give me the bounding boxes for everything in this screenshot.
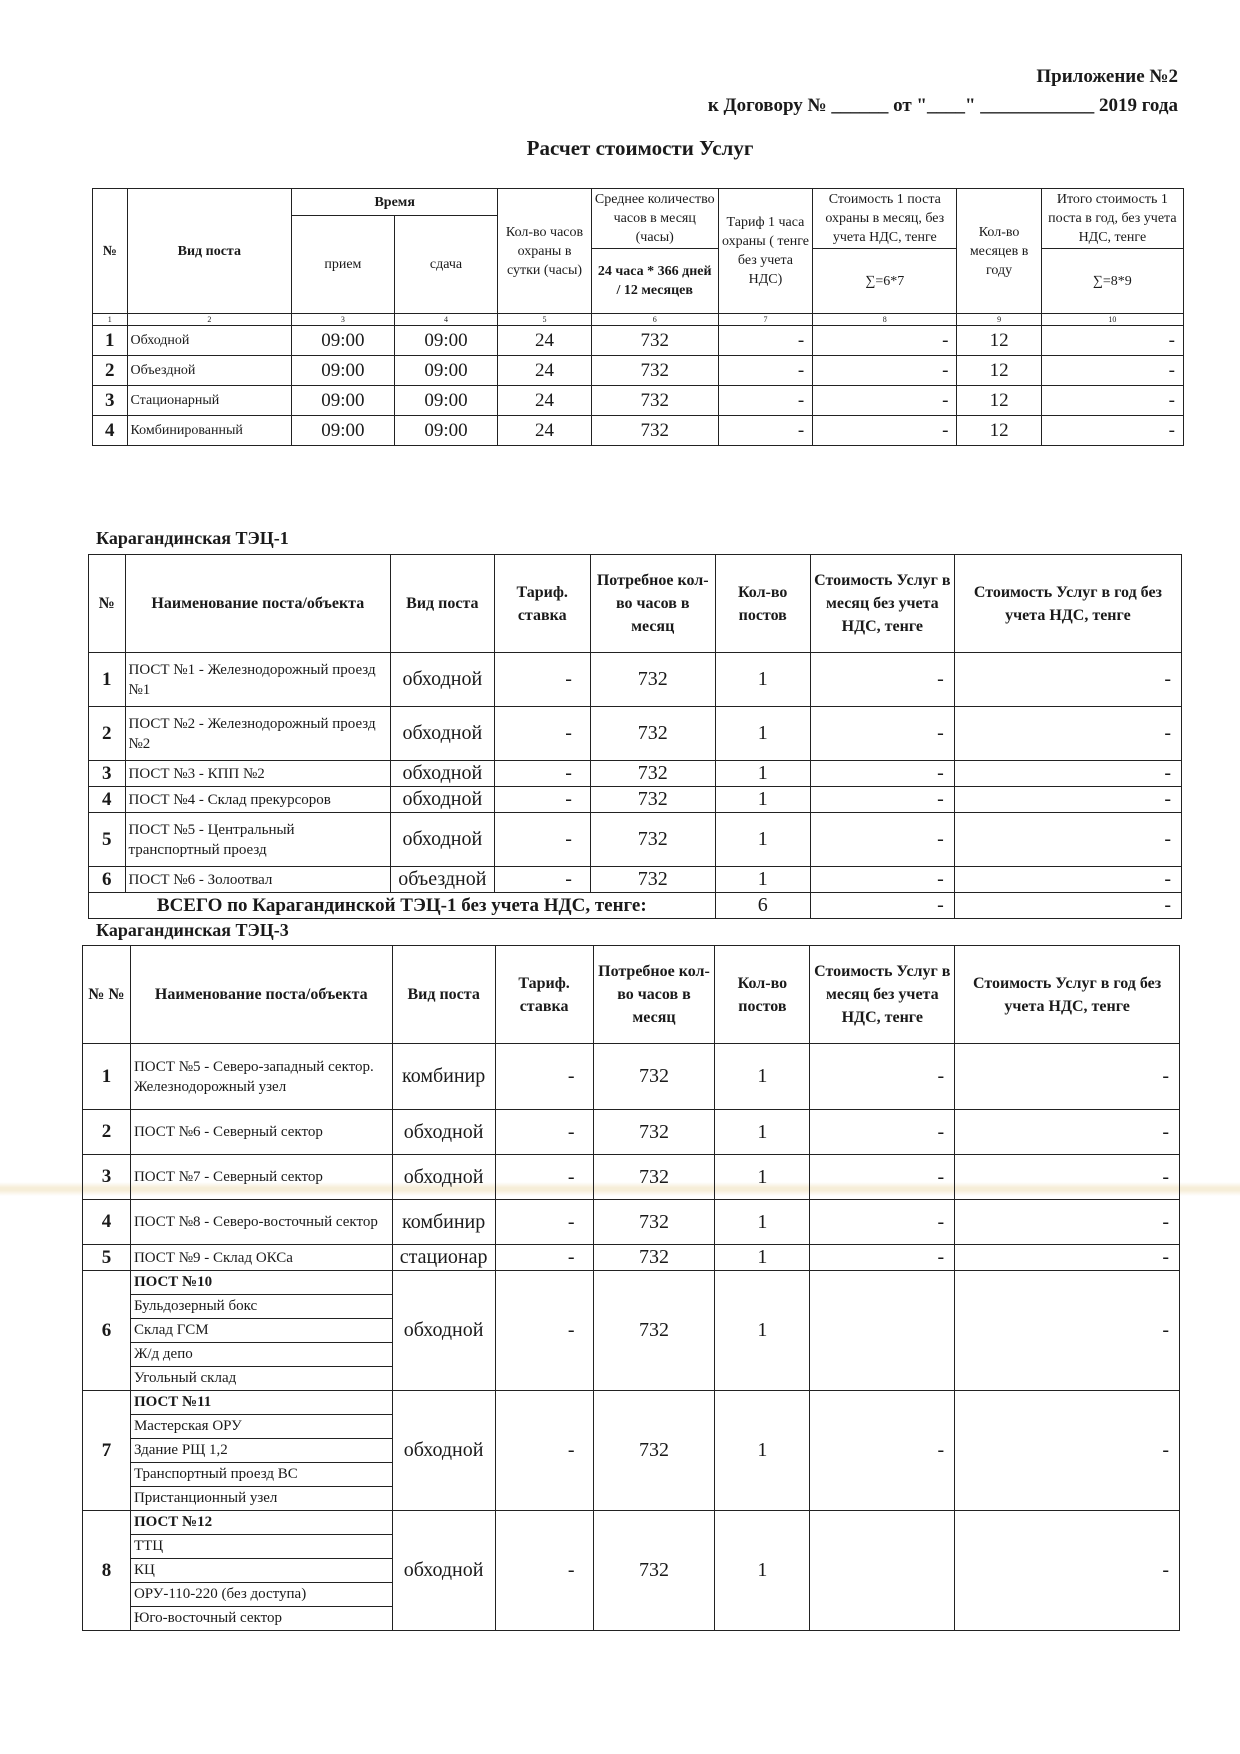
- post-type: комбинир: [392, 1044, 495, 1110]
- post-name: ПОСТ №6 - Северный сектор: [130, 1110, 392, 1155]
- post-object: Юго-восточный сектор: [130, 1607, 392, 1631]
- header-no: №: [89, 555, 126, 653]
- cost-year: -: [954, 813, 1181, 867]
- hours-per-day: 24: [498, 386, 591, 416]
- total-posts: 6: [715, 893, 810, 919]
- cost-month: [810, 1271, 955, 1391]
- column-index-row: [93, 314, 1184, 326]
- hours: 732: [593, 1110, 715, 1155]
- post-type: стационар: [392, 1245, 495, 1271]
- section-title-tec1: Карагандинская ТЭЦ-1: [96, 528, 289, 548]
- hours-per-day: 24: [498, 326, 591, 356]
- tariff: -: [718, 416, 812, 446]
- header-cost-year: Стоимость Услуг в год без учета НДС, тенге: [955, 946, 1180, 1044]
- post-type: обходной: [392, 1155, 495, 1200]
- posts: 1: [715, 1511, 810, 1631]
- hours: 732: [593, 1200, 715, 1245]
- post-object: ТТЦ: [130, 1535, 392, 1559]
- posts: 1: [715, 867, 810, 893]
- post-object: Здание РЩ 1,2: [130, 1439, 392, 1463]
- posts: 1: [715, 1245, 810, 1271]
- tariff: -: [495, 1245, 593, 1271]
- contract-line: к Договору № ______ от "____" ____________ 2019 года: [707, 95, 1178, 116]
- months: 12: [957, 416, 1041, 446]
- posts: 1: [715, 707, 810, 761]
- table-row: [83, 1155, 1180, 1200]
- header-avg-hours-formula: 24 часа * 366 дней / 12 месяцев: [591, 249, 718, 314]
- cost-month: -: [813, 416, 957, 446]
- hours: 732: [590, 707, 715, 761]
- row-number: 4: [93, 416, 128, 446]
- col-index: 5: [498, 314, 591, 326]
- cost-month: -: [813, 326, 957, 356]
- cost-month: -: [810, 787, 954, 813]
- tec1-table: [88, 554, 1182, 919]
- avg-hours: 732: [591, 386, 718, 416]
- cost-year: -: [955, 1155, 1180, 1200]
- col-index: 2: [127, 314, 292, 326]
- months: 12: [957, 356, 1041, 386]
- cost-year: -: [954, 707, 1181, 761]
- handover-time: 09:00: [394, 356, 498, 386]
- tariff: -: [495, 1110, 593, 1155]
- row-number: 1: [83, 1044, 131, 1110]
- row-number: 4: [83, 1200, 131, 1245]
- cost-month: -: [810, 761, 954, 787]
- total-label: ВСЕГО по Карагандинской ТЭЦ-1 без учета НДС, тенге:: [89, 893, 716, 919]
- post-type: обходной: [392, 1271, 495, 1391]
- posts: 1: [715, 1200, 810, 1245]
- cost-month: -: [810, 1391, 955, 1511]
- post-name: ПОСТ №9 - Склад ОКСа: [130, 1245, 392, 1271]
- tariff: -: [494, 653, 590, 707]
- hours: 732: [590, 813, 715, 867]
- section-title-tec3: Карагандинская ТЭЦ-3: [96, 920, 289, 940]
- post-name: ПОСТ №8 - Северо-восточный сектор: [130, 1200, 392, 1245]
- post-type: объездной: [391, 867, 494, 893]
- hours: 732: [590, 787, 715, 813]
- table-row: [89, 761, 1182, 787]
- header-posts: Кол-во постов: [715, 555, 810, 653]
- post-object: КЦ: [130, 1559, 392, 1583]
- header-cost-month: Стоимость 1 поста охраны в месяц, без учета НДС, тенге: [813, 189, 957, 249]
- header-time: Время: [292, 189, 498, 216]
- total-year: -: [1041, 326, 1183, 356]
- tariff: -: [718, 326, 812, 356]
- col-index: 6: [591, 314, 718, 326]
- row-number: 6: [83, 1271, 131, 1391]
- cost-year: -: [954, 653, 1181, 707]
- cost-month: -: [810, 1044, 955, 1110]
- handover-time: 09:00: [394, 386, 498, 416]
- post-object: Ж/д депо: [130, 1343, 392, 1367]
- post-name: ПОСТ №2 - Железнодорожный проезд №2: [125, 707, 391, 761]
- row-number: 1: [93, 326, 128, 356]
- cost-year: -: [954, 867, 1181, 893]
- post-object: Транспортный проезд ВС: [130, 1463, 392, 1487]
- header-type: Вид поста: [391, 555, 494, 653]
- handover-time: 09:00: [394, 416, 498, 446]
- col-index: 9: [957, 314, 1041, 326]
- total-year: -: [1041, 416, 1183, 446]
- appendix-label: Приложение №2: [1036, 66, 1178, 87]
- header-posts: Кол-во постов: [715, 946, 810, 1044]
- cost-year: -: [955, 1245, 1180, 1271]
- post-name: ПОСТ №3 - КПП №2: [125, 761, 391, 787]
- cost-year: -: [955, 1391, 1180, 1511]
- header-total-year-formula: ∑=8*9: [1041, 249, 1183, 314]
- post-group-head: ПОСТ №11: [130, 1391, 392, 1415]
- header-cost-month: Стоимость Услуг в месяц без учета НДС, тенге: [810, 946, 955, 1044]
- total-row: [89, 893, 1182, 919]
- post-type: Обходной: [127, 326, 292, 356]
- header-receive: прием: [292, 216, 395, 314]
- header-type: Вид поста: [392, 946, 495, 1044]
- header-cost-month: Стоимость Услуг в месяц без учета НДС, тенге: [810, 555, 954, 653]
- cost-month: -: [813, 356, 957, 386]
- row-number: 5: [83, 1245, 131, 1271]
- col-index: 8: [813, 314, 957, 326]
- posts: 1: [715, 813, 810, 867]
- header-tariff: Тариф 1 часа охраны ( тенге без учета НДС): [718, 189, 812, 314]
- post-type: обходной: [391, 787, 494, 813]
- hours: 732: [590, 653, 715, 707]
- header-cost-month-formula: ∑=6*7: [813, 249, 957, 314]
- tariff: -: [494, 707, 590, 761]
- col-index: 3: [292, 314, 395, 326]
- post-object: Мастерская ОРУ: [130, 1415, 392, 1439]
- table-row: [89, 707, 1182, 761]
- hours-per-day: 24: [498, 356, 591, 386]
- total-year: -: [1041, 356, 1183, 386]
- cost-month: -: [810, 707, 954, 761]
- cost-year: -: [955, 1110, 1180, 1155]
- post-name: ПОСТ №4 - Склад прекурсоров: [125, 787, 391, 813]
- table-row: [89, 867, 1182, 893]
- avg-hours: 732: [591, 416, 718, 446]
- post-type: обходной: [391, 707, 494, 761]
- months: 12: [957, 326, 1041, 356]
- avg-hours: 732: [591, 326, 718, 356]
- table-row: [83, 1044, 1180, 1110]
- cost-year: -: [955, 1271, 1180, 1391]
- table-row: [89, 813, 1182, 867]
- posts: 1: [715, 1391, 810, 1511]
- row-number: 7: [83, 1391, 131, 1511]
- post-object: Склад ГСМ: [130, 1319, 392, 1343]
- tariff: -: [495, 1511, 593, 1631]
- cost-year: -: [955, 1200, 1180, 1245]
- hours: 732: [593, 1044, 715, 1110]
- table-row: [83, 1245, 1180, 1271]
- row-number: 8: [83, 1511, 131, 1631]
- header-months: Кол-во месяцев в году: [957, 189, 1041, 314]
- posts: 1: [715, 1044, 810, 1110]
- post-object: ОРУ-110-220 (без доступа): [130, 1583, 392, 1607]
- table-row: [89, 653, 1182, 707]
- post-type: обходной: [392, 1511, 495, 1631]
- cost-month: -: [810, 1245, 955, 1271]
- posts: 1: [715, 761, 810, 787]
- row-number: 2: [83, 1110, 131, 1155]
- header-hours: Потребное кол-во часов в месяц: [590, 555, 715, 653]
- col-index: 1: [93, 314, 128, 326]
- cost-year: -: [954, 787, 1181, 813]
- row-number: 4: [89, 787, 126, 813]
- avg-hours: 732: [591, 356, 718, 386]
- hours: 732: [593, 1155, 715, 1200]
- header-name: Наименование поста/объекта: [125, 555, 391, 653]
- header-no: №: [93, 189, 128, 314]
- post-type: обходной: [391, 761, 494, 787]
- post-type: Объездной: [127, 356, 292, 386]
- tariff: -: [495, 1200, 593, 1245]
- row-number: 6: [89, 867, 126, 893]
- hours: 732: [590, 867, 715, 893]
- tariff: -: [718, 356, 812, 386]
- group-row: [83, 1271, 1180, 1295]
- page-title: Расчет стоимости Услуг: [526, 136, 754, 160]
- table-row: [93, 326, 1184, 356]
- cost-month: -: [813, 386, 957, 416]
- post-name: ПОСТ №1 - Железнодорожный проезд №1: [125, 653, 391, 707]
- header-hours: Потребное кол-во часов в месяц: [593, 946, 715, 1044]
- post-type: Стационарный: [127, 386, 292, 416]
- row-number: 1: [89, 653, 126, 707]
- receive-time: 09:00: [292, 386, 395, 416]
- col-index: 10: [1041, 314, 1183, 326]
- post-type: комбинир: [392, 1200, 495, 1245]
- row-number: 3: [83, 1155, 131, 1200]
- post-name: ПОСТ №5 - Центральный транспортный проезд: [125, 813, 391, 867]
- header-tariff: Тариф. ставка: [495, 946, 593, 1044]
- post-object: Угольный склад: [130, 1367, 392, 1391]
- tariff: -: [495, 1271, 593, 1391]
- post-type: обходной: [391, 653, 494, 707]
- hours: 732: [593, 1271, 715, 1391]
- cost-month: -: [810, 1110, 955, 1155]
- tariff: -: [494, 867, 590, 893]
- post-type: обходной: [391, 813, 494, 867]
- table-row: [93, 416, 1184, 446]
- cost-year: -: [955, 1044, 1180, 1110]
- header-cost-year: Стоимость Услуг в год без учета НДС, тенге: [954, 555, 1181, 653]
- months: 12: [957, 386, 1041, 416]
- tariff: -: [718, 386, 812, 416]
- tec3-table: [82, 945, 1180, 1631]
- hours-per-day: 24: [498, 416, 591, 446]
- cost-calculation-table-body: [92, 188, 1184, 446]
- header-hours-per-day: Кол-во часов охраны в сутки (часы): [498, 189, 591, 314]
- col-index: 4: [394, 314, 498, 326]
- row-number: 5: [89, 813, 126, 867]
- receive-time: 09:00: [292, 416, 395, 446]
- group-row: [83, 1391, 1180, 1415]
- header-name: Наименование поста/объекта: [130, 946, 392, 1044]
- table-row: [83, 1200, 1180, 1245]
- hours: 732: [593, 1511, 715, 1631]
- row-number: 2: [93, 356, 128, 386]
- total-cost-year: -: [954, 893, 1181, 919]
- post-object: Пристанционный узел: [130, 1487, 392, 1511]
- posts: 1: [715, 1110, 810, 1155]
- table-row: [93, 386, 1184, 416]
- posts: 1: [715, 1271, 810, 1391]
- table-row: [89, 787, 1182, 813]
- posts: 1: [715, 787, 810, 813]
- row-number: 2: [89, 707, 126, 761]
- post-type: Комбинированный: [127, 416, 292, 446]
- hours: 732: [593, 1391, 715, 1511]
- tariff: -: [494, 761, 590, 787]
- row-number: 3: [93, 386, 128, 416]
- table-row: [93, 356, 1184, 386]
- header-total-year: Итого стоимость 1 поста в год, без учета НДС, тенге: [1041, 189, 1183, 249]
- cost-month: -: [810, 1200, 955, 1245]
- tariff: -: [494, 813, 590, 867]
- cost-month: -: [810, 867, 954, 893]
- cost-month: -: [810, 1155, 955, 1200]
- header-no: № №: [83, 946, 131, 1044]
- cost-month: -: [810, 813, 954, 867]
- posts: 1: [715, 1155, 810, 1200]
- cost-year: -: [954, 761, 1181, 787]
- tariff: -: [495, 1155, 593, 1200]
- receive-time: 09:00: [292, 356, 395, 386]
- tariff: -: [494, 787, 590, 813]
- tariff: -: [495, 1044, 593, 1110]
- post-object: Бульдозерный бокс: [130, 1295, 392, 1319]
- post-type: обходной: [392, 1391, 495, 1511]
- cost-year: -: [955, 1511, 1180, 1631]
- header-post-type: Вид поста: [127, 189, 292, 314]
- total-year: -: [1041, 386, 1183, 416]
- post-name: ПОСТ №6 - Золоотвал: [125, 867, 391, 893]
- cost-month: [810, 1511, 955, 1631]
- document-header: [708, 62, 1178, 120]
- post-name: ПОСТ №5 - Северо-западный сектор. Железнодорожный узел: [130, 1044, 392, 1110]
- header-avg-hours: Среднее количество часов в месяц (часы): [591, 189, 718, 249]
- tariff: -: [495, 1391, 593, 1511]
- group-row: [83, 1511, 1180, 1535]
- col-index: 7: [718, 314, 812, 326]
- hours: 732: [593, 1245, 715, 1271]
- table-row: [83, 1110, 1180, 1155]
- hours: 732: [590, 761, 715, 787]
- row-number: 3: [89, 761, 126, 787]
- post-group-head: ПОСТ №10: [130, 1271, 392, 1295]
- post-name: ПОСТ №7 - Северный сектор: [130, 1155, 392, 1200]
- receive-time: 09:00: [292, 326, 395, 356]
- post-group-head: ПОСТ №12: [130, 1511, 392, 1535]
- header-handover: сдача: [394, 216, 498, 314]
- header-tariff: Тариф. ставка: [494, 555, 590, 653]
- total-cost-month: -: [810, 893, 954, 919]
- post-type: обходной: [392, 1110, 495, 1155]
- posts: 1: [715, 653, 810, 707]
- cost-month: -: [810, 653, 954, 707]
- handover-time: 09:00: [394, 326, 498, 356]
